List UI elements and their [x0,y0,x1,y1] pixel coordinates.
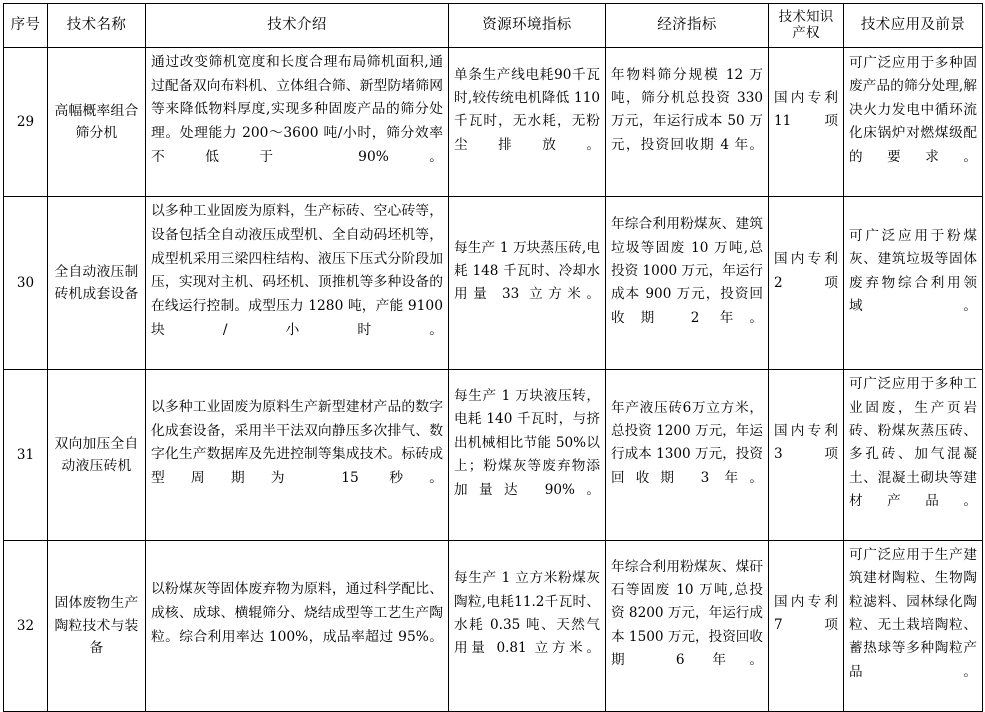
cell-intellectual-property: 国内专利 11 项 [769,48,844,197]
cell-tech-name: 高幅概率组合筛分机 [48,48,146,197]
cell-tech-name: 全自动液压制砖机成套设备 [48,197,146,370]
cell-intellectual-property: 国内专利 3 项 [769,370,844,541]
cell-economic-index: 年物料筛分规模 12 万吨，筛分机总投资 330 万元，年运行成本 50 万元，投资回收期 4 年。 [606,48,769,197]
cell-intellectual-property: 国内专利 7 项 [769,540,844,711]
table-row [4,48,983,197]
cell-application-prospect: 可广泛应用于多种工业固废，生产页岩砖、粉煤灰蒸压砖、多孔砖、加气混凝土、混凝土砌块等建材产品。 [844,370,983,541]
column-header-resource-env-index: 资源环境指标 [449,4,606,48]
column-header-sequence: 序号 [4,4,48,48]
technology-catalog-table [3,3,983,712]
cell-sequence: 31 [4,370,48,541]
column-header-tech-intro: 技术介绍 [146,4,449,48]
cell-resource-env-index: 每生产 1 万块液压转，电耗 140 千瓦时，与挤出机械相比节能 50%以上；粉煤灰等废弃物添加量达 90%。 [449,370,606,541]
cell-economic-index: 年综合利用粉煤灰、建筑垃圾等固废 10 万吨,总投资 1000 万元，年运行成本 900 万元，投资回收期 2 年。 [606,197,769,370]
column-header-intellectual-property: 技术知识产权 [769,4,844,48]
cell-tech-name: 固体废物生产陶粒技术与装备 [48,540,146,711]
cell-resource-env-index: 单条生产线电耗90千瓦时,较传统电机降低 110 千瓦时，无水耗，无粉尘排放。 [449,48,606,197]
table-body [4,48,983,712]
table-row [4,370,983,541]
cell-tech-name: 双向加压全自动液压砖机 [48,370,146,541]
cell-sequence: 30 [4,197,48,370]
table-row [4,540,983,711]
column-header-economic-index: 经济指标 [606,4,769,48]
cell-sequence: 32 [4,540,48,711]
cell-sequence: 29 [4,48,48,197]
cell-tech-intro: 以多种工业固废为原料生产新型建材产品的数字化成套设备，采用半干法双向静压多次排气、数字化生产数据库及先进控制等集成技术。标砖成型周期为 15 秒。 [146,370,449,541]
cell-application-prospect: 可广泛应用于粉煤灰、建筑垃圾等固体废弃物综合利用领域。 [844,197,983,370]
cell-application-prospect: 可广泛应用于生产建筑建材陶粒、生物陶粒滤料、园林绿化陶粒、无土栽培陶粒、蓄热球等多种陶粒产品。 [844,540,983,711]
table-row [4,197,983,370]
cell-tech-intro: 以粉煤灰等固体废弃物为原料，通过科学配比、成核、成球、横辊筛分、烧结成型等工艺生产陶粒。综合利用率达 100%，成品率超过 95%。 [146,540,449,711]
cell-economic-index: 年综合利用粉煤灰、煤矸石等固废 10 万吨,总投资 8200 万元，年运行成本 1500 万元，投资回收期 6 年。 [606,540,769,711]
technology-catalog-table-container [3,3,982,680]
cell-resource-env-index: 每生产 1 立方米粉煤灰陶粒,电耗11.2千瓦时、水耗 0.35 吨、天然气用量 0.81 立方米。 [449,540,606,711]
column-header-application-prospect: 技术应用及前景 [844,4,983,48]
table-header [4,4,983,48]
cell-economic-index: 年产液压砖6万立方米，总投资 1200 万元，年运行成本 1300 万元，投资回收期 3 年。 [606,370,769,541]
cell-resource-env-index: 每生产 1 万块蒸压砖,电耗 148 千瓦时、冷却水用量 33 立方米。 [449,197,606,370]
cell-tech-intro: 通过改变筛机宽度和长度合理布局筛机面积,通过配备双向布料机、立体组合筛、新型防堵筛网等来降低物料厚度,实现多种固废产品的筛分处理。处理能力 200～3600 吨/小时，筛分效率不低于 90%。 [146,48,449,197]
table-header-row [4,4,983,48]
cell-intellectual-property: 国内专利 2 项 [769,197,844,370]
column-header-tech-name: 技术名称 [48,4,146,48]
cell-application-prospect: 可广泛应用于多种固废产品的筛分处理,解决火力发电中循环流化床锅炉对燃煤级配的要求。 [844,48,983,197]
cell-tech-intro: 以多种工业固废为原料，生产标砖、空心砖等，设备包括全自动液压成型机、全自动码坯机等，成型机采用三梁四柱结构、液压下压式分阶段加压，实现对主机、码坯机、顶推机等多种设备的在线运行控制。成型压力 1280 吨，产能 9100 块/小时。 [146,197,449,370]
